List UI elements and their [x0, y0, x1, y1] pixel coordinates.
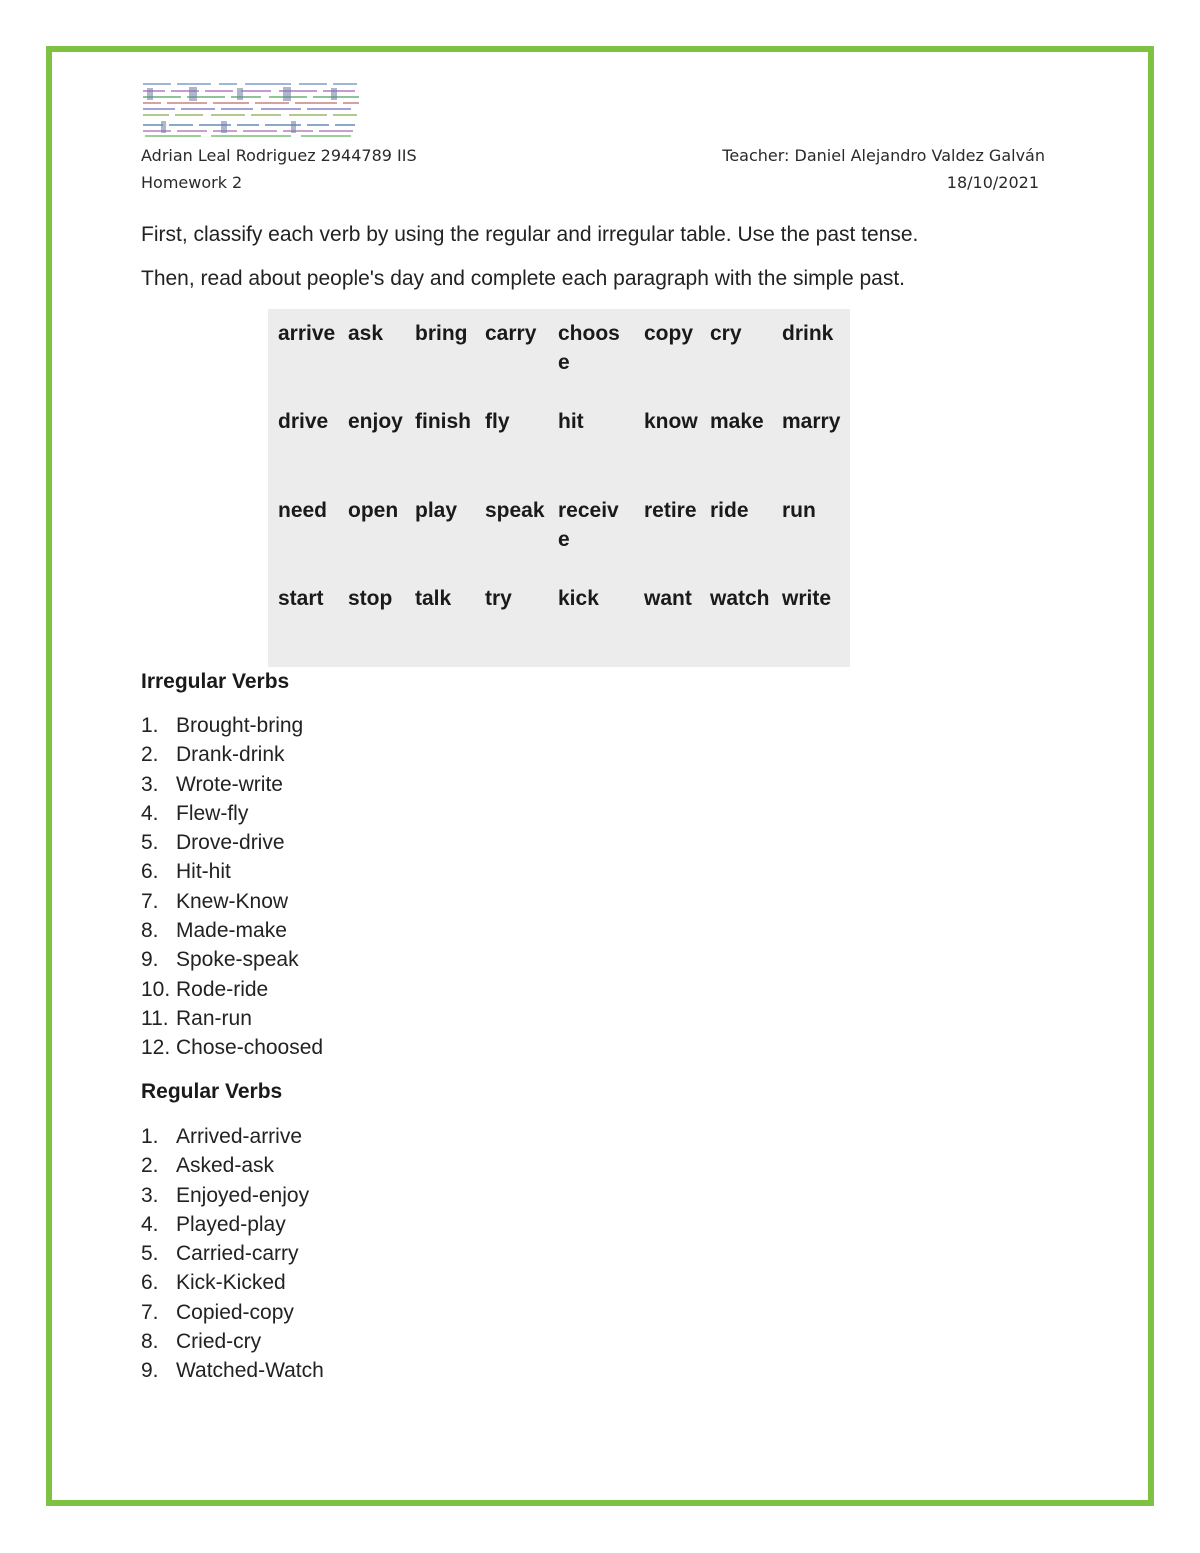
- list-item-text: Played-play: [176, 1212, 286, 1236]
- list-item-number: 1.: [141, 714, 159, 737]
- list-item: [141, 1356, 324, 1385]
- verb-cell: speak: [485, 499, 545, 522]
- list-item-number: 3.: [141, 772, 159, 796]
- verb-cell: run: [782, 499, 816, 522]
- list-item-text: Chose-choosed: [176, 1036, 324, 1060]
- list-item-number: 10.: [141, 977, 171, 1001]
- instruction-line-2: Then, read about people's day and complete each paragraph with the simple past.: [141, 267, 905, 290]
- verb-cell: write: [782, 587, 832, 610]
- list-item-number: 5.: [141, 831, 159, 855]
- verb-cell: bring: [415, 322, 468, 345]
- verb-table: [268, 309, 850, 667]
- university-logo-icon: [141, 78, 361, 140]
- list-item-number: 1.: [141, 1125, 159, 1148]
- list-item-text: Hit-hit: [176, 860, 231, 884]
- verb-cell: know: [644, 410, 698, 433]
- irregular-verbs-list: [141, 711, 323, 1063]
- list-item-number: 9.: [141, 1359, 159, 1383]
- list-item: [141, 1268, 324, 1297]
- list-item: [141, 799, 323, 828]
- date: 18/10/2021: [946, 173, 1039, 192]
- list-item-number: 8.: [141, 919, 159, 943]
- verb-cell: want: [644, 587, 692, 610]
- verb-cell: make: [710, 410, 764, 433]
- verb-cell: drink: [782, 322, 834, 345]
- list-item-text: Drove-drive: [176, 831, 285, 855]
- verb-cell: enjoy: [348, 410, 403, 433]
- list-item: [141, 1239, 324, 1268]
- list-item-text: Knew-Know: [176, 889, 289, 913]
- verb-cell: stop: [348, 587, 393, 610]
- list-item-number: 6.: [141, 860, 159, 884]
- list-item-text: Enjoyed-enjoy: [176, 1183, 310, 1207]
- verb-cell: arrive: [278, 322, 336, 345]
- verb-cell: ask: [348, 322, 384, 345]
- verb-cell: fly: [485, 410, 510, 433]
- list-item: [141, 1298, 324, 1327]
- verb-cell: receive: [558, 499, 619, 551]
- list-item-number: 6.: [141, 1271, 159, 1295]
- verb-cell: start: [278, 587, 324, 610]
- regular-verbs-title: Regular Verbs: [141, 1080, 283, 1103]
- list-item: [141, 916, 323, 945]
- verb-cell: open: [348, 499, 399, 522]
- list-item: [141, 1181, 324, 1210]
- list-item-number: 4.: [141, 1212, 159, 1236]
- verb-cell: play: [415, 499, 458, 522]
- list-item-text: Asked-ask: [176, 1154, 275, 1178]
- teacher-name: Teacher: Daniel Alejandro Valdez Galván: [722, 146, 1045, 165]
- list-item-number: 7.: [141, 1300, 159, 1324]
- list-item-text: Brought-bring: [176, 714, 304, 737]
- verb-cell: hit: [558, 410, 584, 433]
- list-item: [141, 828, 323, 857]
- list-item: [141, 740, 323, 769]
- list-item-number: 8.: [141, 1330, 159, 1354]
- list-item-text: Cried-cry: [176, 1330, 262, 1354]
- verb-cell: ride: [710, 499, 749, 522]
- list-item: [141, 711, 323, 740]
- list-item-text: Carried-carry: [176, 1242, 299, 1266]
- list-item-text: Rode-ride: [176, 977, 269, 1001]
- instruction-line-1: First, classify each verb by using the regular and irregular table. Use the past tense.: [141, 223, 919, 246]
- verb-cell: try: [485, 587, 512, 610]
- verb-cell: marry: [782, 410, 841, 433]
- list-item-number: 4.: [141, 801, 159, 825]
- list-item: [141, 1210, 324, 1239]
- list-item-text: Spoke-speak: [176, 948, 299, 972]
- list-item-text: Watched-Watch: [176, 1359, 324, 1383]
- list-item-text: Flew-fly: [176, 801, 249, 825]
- list-item: [141, 1327, 324, 1356]
- verb-cell: carry: [485, 322, 537, 345]
- list-item: [141, 1122, 324, 1151]
- list-item: [141, 945, 323, 974]
- verb-cell: watch: [710, 587, 770, 610]
- list-item-number: 11.: [141, 1006, 169, 1030]
- list-item-number: 9.: [141, 948, 159, 972]
- verb-cell: talk: [415, 587, 452, 610]
- list-item-number: 5.: [141, 1242, 159, 1266]
- list-item-number: 2.: [141, 743, 159, 767]
- list-item-number: 7.: [141, 889, 159, 913]
- list-item: [141, 1004, 323, 1033]
- list-item-text: Wrote-write: [176, 772, 283, 796]
- list-item: [141, 887, 323, 916]
- regular-verbs-list: [141, 1122, 324, 1386]
- verb-cell: need: [278, 499, 328, 522]
- verb-cell: retire: [644, 499, 697, 522]
- homework-title: Homework 2: [141, 173, 243, 192]
- verb-cell: choose: [558, 322, 620, 374]
- list-item: [141, 857, 323, 886]
- irregular-verbs-title: Irregular Verbs: [141, 670, 290, 693]
- verb-cell: copy: [644, 322, 694, 345]
- list-item-text: Copied-copy: [176, 1300, 294, 1324]
- list-item-text: Drank-drink: [176, 743, 285, 767]
- list-item-text: Kick-Kicked: [176, 1271, 286, 1295]
- list-item-number: 3.: [141, 1183, 159, 1207]
- list-item-text: Ran-run: [176, 1006, 252, 1030]
- verb-cell: kick: [558, 587, 599, 610]
- list-item: [141, 1151, 324, 1180]
- list-item: [141, 770, 323, 799]
- list-item: [141, 1033, 323, 1062]
- verb-cell: cry: [710, 322, 742, 345]
- verb-cell: drive: [278, 410, 329, 433]
- list-item-text: Arrived-arrive: [176, 1125, 303, 1148]
- student-info: Adrian Leal Rodriguez 2944789 IIS: [141, 146, 417, 165]
- list-item-number: 2.: [141, 1154, 159, 1178]
- list-item-number: 12.: [141, 1036, 171, 1060]
- verb-cell: finish: [415, 410, 471, 433]
- list-item: [141, 975, 323, 1004]
- list-item-text: Made-make: [176, 919, 287, 943]
